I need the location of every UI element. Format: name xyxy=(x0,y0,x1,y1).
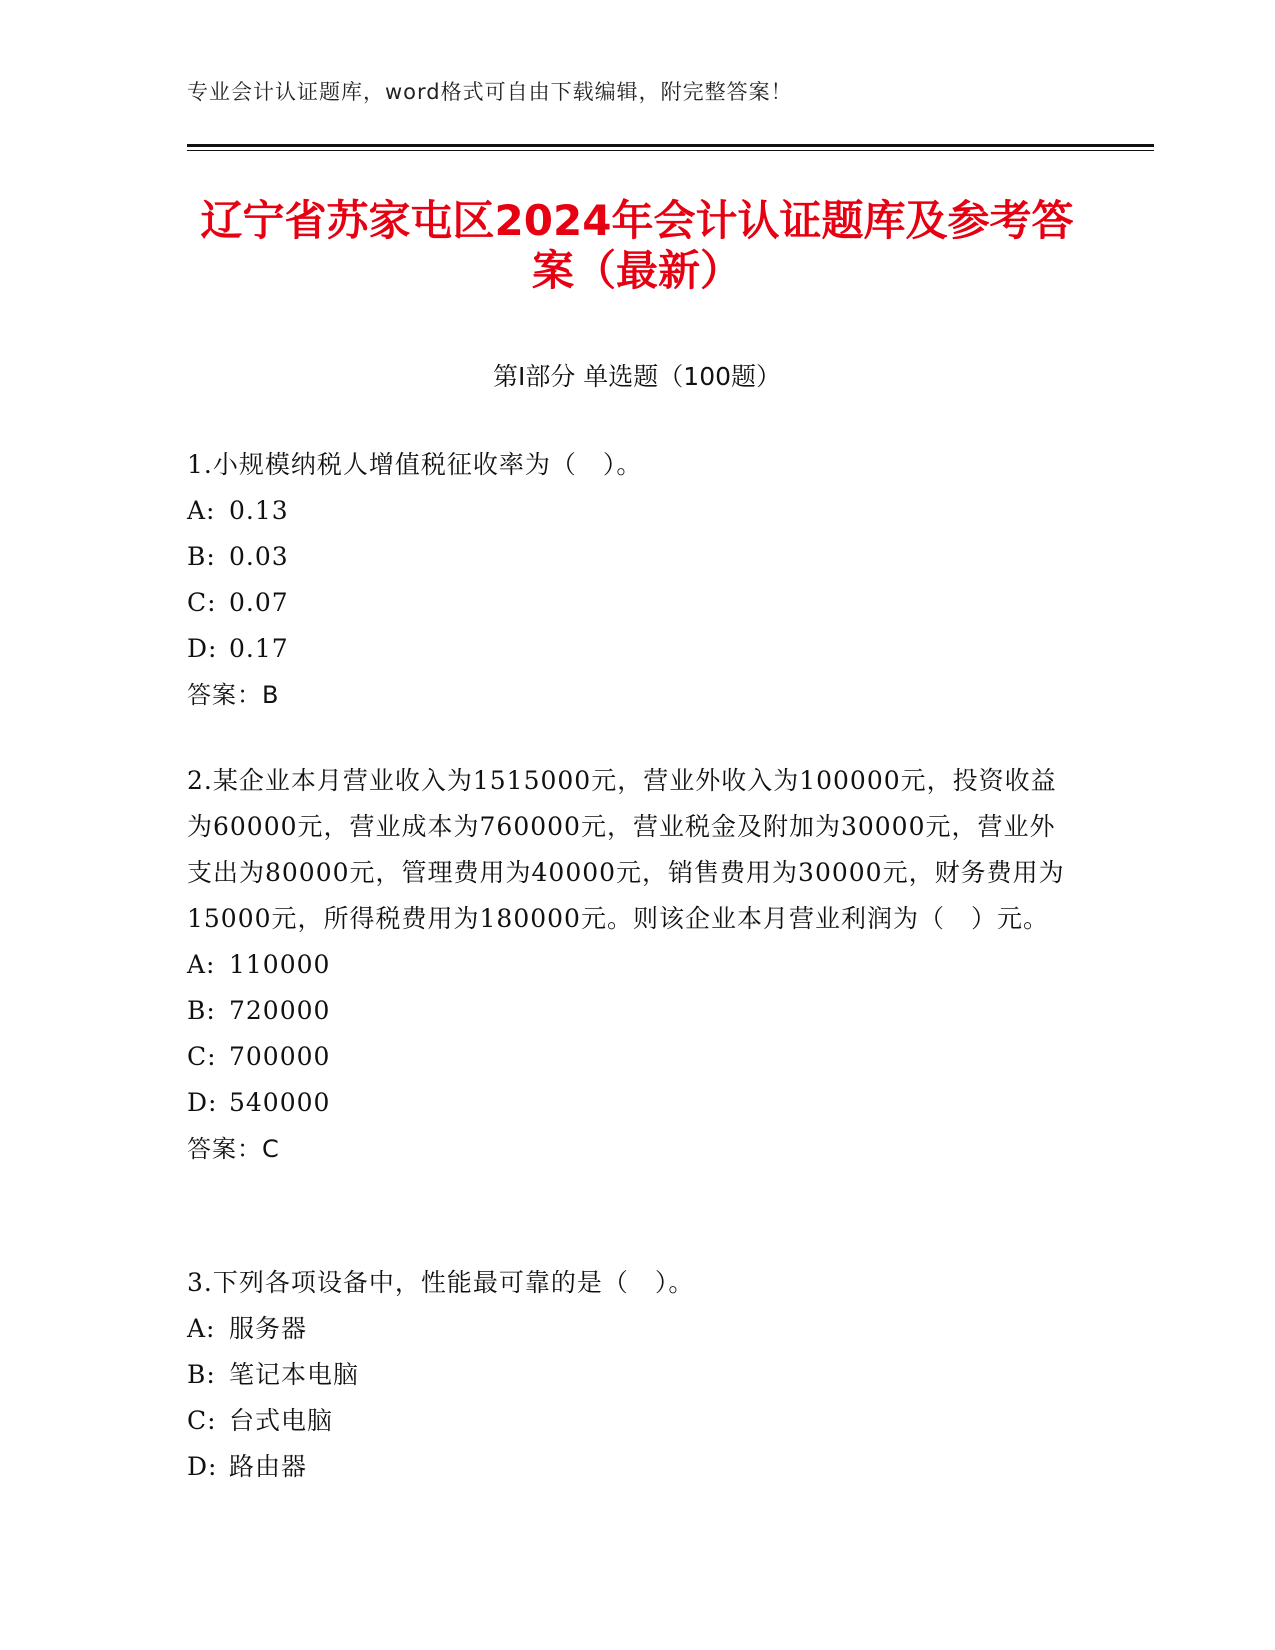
option-letter: C: xyxy=(187,1406,217,1435)
option-letter: A: xyxy=(187,1314,216,1343)
option-c xyxy=(187,1398,1077,1444)
option-letter: D: xyxy=(187,634,218,663)
question-3 xyxy=(187,1260,1077,1490)
option-letter: D: xyxy=(187,1452,218,1481)
section-title: 第Ⅰ部分 单选题（100题） xyxy=(492,362,782,391)
question-answer: 答案：B xyxy=(187,681,280,709)
header-rule-thick xyxy=(187,144,1154,147)
option-c xyxy=(187,580,1077,626)
option-text: 台式电脑 xyxy=(229,1406,334,1435)
option-letter: C: xyxy=(187,1042,217,1071)
option-text: 0.17 xyxy=(229,634,289,663)
header-note: 专业会计认证题库，word格式可自由下载编辑，附完整答案！ xyxy=(187,80,793,104)
option-text: 0.13 xyxy=(229,496,289,525)
option-letter: A: xyxy=(187,496,216,525)
option-d xyxy=(187,1080,1077,1126)
option-b xyxy=(187,988,1077,1034)
option-c xyxy=(187,1034,1077,1080)
question-stem: 1.小规模纳税人增值税征收率为（ ）。 xyxy=(187,450,643,479)
option-letter: B: xyxy=(187,996,216,1025)
option-b xyxy=(187,534,1077,580)
question-answer: 答案：C xyxy=(187,1135,280,1163)
question-1 xyxy=(187,442,1077,718)
option-d xyxy=(187,1444,1077,1490)
option-letter: B: xyxy=(187,1360,216,1389)
option-text: 720000 xyxy=(229,996,331,1025)
option-text: 路由器 xyxy=(229,1452,308,1481)
option-text: 0.03 xyxy=(229,542,289,571)
question-stem: 3.下列各项设备中，性能最可靠的是（ ）。 xyxy=(187,1268,695,1297)
option-text: 0.07 xyxy=(229,588,289,617)
header-rule-thin xyxy=(187,150,1154,151)
option-text: 110000 xyxy=(229,950,331,979)
option-b xyxy=(187,1352,1077,1398)
option-letter: D: xyxy=(187,1088,218,1117)
option-text: 540000 xyxy=(229,1088,331,1117)
option-text: 服务器 xyxy=(229,1314,308,1343)
option-letter: B: xyxy=(187,542,216,571)
option-a xyxy=(187,1306,1077,1352)
option-text: 笔记本电脑 xyxy=(229,1360,360,1389)
option-a xyxy=(187,488,1077,534)
question-2 xyxy=(187,758,1077,1172)
option-letter: C: xyxy=(187,588,217,617)
option-letter: A: xyxy=(187,950,216,979)
document-title: 辽宁省苏家屯区2024年会计认证题库及参考答案（最新） xyxy=(200,196,1074,295)
option-text: 700000 xyxy=(229,1042,331,1071)
option-d xyxy=(187,626,1077,672)
option-a xyxy=(187,942,1077,988)
question-stem: 2.某企业本月营业收入为1515000元，营业外收入为100000元，投资收益为60000元，营业成本为760000元，营业税金及附加为30000元，营业外支出为80000元，管理费用为40000元，销售费用为30000元，财务费用为15000元，所得税费用为180000元。则该企业本月营业利润为（ ）元。 xyxy=(187,766,1065,933)
